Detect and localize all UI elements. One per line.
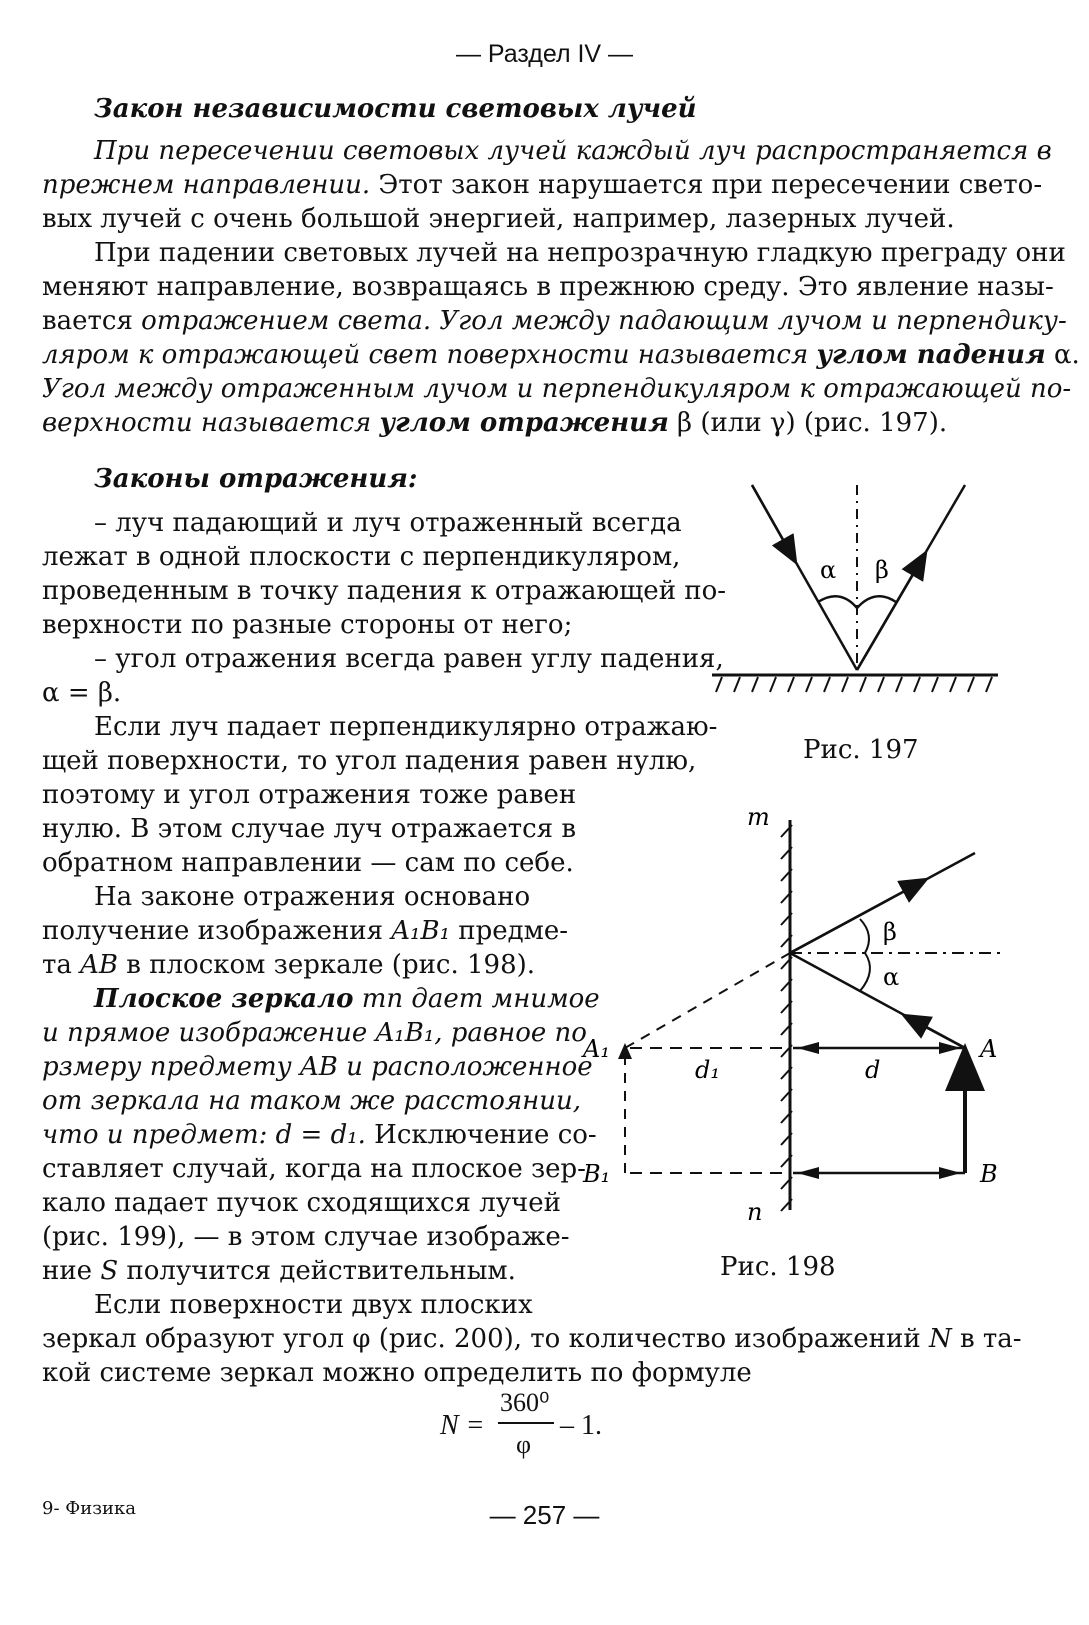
p2-line-6: [42, 406, 947, 440]
p1-line-2-italic: прежнем направлении.: [42, 170, 371, 200]
p5-line-4: от зеркала на таком же расстоянии,: [42, 1086, 582, 1116]
p3-line-3: поэтому и угол отражения тоже равен: [42, 780, 577, 810]
p4-line-3-b: в плоском зеркале (рис. 198).: [118, 950, 536, 980]
p4-line-2-symbol: A₁B₁: [391, 916, 451, 946]
p2-line-2: меняют направление, возвращаясь в прежнюю среду. Это явление назы-: [42, 272, 1054, 302]
p3-line-5: обратном направлении — сам по себе.: [42, 848, 574, 878]
fig197-hatching: [716, 677, 992, 692]
term-angle-of-incidence: углом падения: [816, 340, 1046, 370]
p4-line-2: [42, 914, 568, 948]
p6-line-3: кой системе зеркал можно определить по формуле: [42, 1358, 752, 1388]
p4-line-2-b: предме-: [450, 916, 569, 946]
fig198-label-b: B: [980, 1160, 998, 1188]
p4-line-3: [42, 948, 535, 982]
formula-denominator: φ: [516, 1430, 532, 1459]
fig198-alpha-label: α: [883, 963, 900, 991]
fig197-beta-arc: [857, 596, 896, 608]
p5-line-6: ставляет случай, когда на плоское зер-: [42, 1154, 586, 1184]
p2-line-3-italic: отражением света. Угол между падающим лучом и перпендику-: [141, 306, 1067, 336]
fig197-alpha-arc: [818, 596, 857, 608]
fig197-beta-label: β: [875, 556, 889, 584]
fig198-label-b1: B₁: [583, 1160, 611, 1188]
p5-line-9-b: получится действительным.: [118, 1256, 516, 1286]
formula-numerator: 360⁰: [500, 1388, 550, 1417]
fig198-incident-arrow: [905, 1016, 965, 1048]
fig197-reflected-arrow: [857, 554, 925, 670]
p3-line-1: Если луч падает перпендикулярно отражаю-: [94, 712, 718, 742]
p6-line-2-symbol: N: [928, 1324, 952, 1354]
term-plane-mirror: Плоское зеркало: [94, 984, 354, 1014]
p6-line-2-a: зеркал образуют угол φ (рис. 200), то количество изображений: [42, 1324, 929, 1354]
p2-line-6-rest: β (или γ) (рис. 197).: [668, 408, 948, 438]
fig198-label-m: m: [747, 803, 770, 831]
footer-book-label: 9- Физика: [42, 1498, 136, 1519]
laws-title: Законы отражения:: [94, 464, 418, 494]
laws-line-4: верхности по разные стороны от него;: [42, 610, 573, 640]
p6-line-2-b: в та-: [951, 1324, 1022, 1354]
laws-line-2: лежат в одной плоскости с перпендикуляром,: [42, 542, 681, 572]
fig198-label-n: n: [747, 1198, 763, 1226]
p4-line-2-a: получение изображения: [42, 916, 392, 946]
p2-line-1: При падении световых лучей на непрозрачную гладкую преграду они: [94, 238, 1066, 268]
p6-line-2: [42, 1322, 1022, 1356]
p5-line-1: [94, 982, 600, 1016]
fig198-label-a: A: [980, 1035, 998, 1063]
p5-line-9-symbol: S: [100, 1256, 119, 1286]
formula-tail: – 1.: [560, 1410, 602, 1441]
fig198-beta-arc: [860, 919, 869, 953]
laws-line-3: проведенным в точку падения к отражающей по-: [42, 576, 727, 606]
p2-line-6-italic: верхности называется: [42, 408, 380, 438]
p1-line-2-rest: Этот закон нарушается при пересечении свето-: [370, 170, 1043, 200]
p4-line-1: На законе отражения основано: [94, 882, 531, 912]
p2-line-4-symbol: α.: [1045, 340, 1080, 370]
laws-line-5: – угол отражения всегда равен углу падения,: [94, 644, 724, 674]
laws-line-1: – луч падающий и луч отраженный всегда: [94, 508, 682, 538]
section-header: — Раздел IV —: [455, 40, 634, 68]
fig197-alpha-label: α: [820, 556, 837, 584]
laws-line-6: α = β.: [42, 678, 122, 708]
fig198-alpha-arc: [860, 953, 870, 991]
figure-197: [700, 470, 1020, 700]
p4-line-3-a: та: [42, 950, 81, 980]
p5-line-5-rest: Исключение со-: [365, 1120, 597, 1150]
p5-line-1-italic: mn дает мнимое: [353, 984, 600, 1014]
fig197-caption: Рис. 197: [803, 735, 919, 765]
p5-line-2: и прямое изображение A₁B₁, равное по: [42, 1018, 587, 1048]
fig198-label-d: d: [865, 1056, 881, 1084]
p5-line-5-italic: что и предмет: d = d₁.: [42, 1120, 366, 1150]
p5-line-8: (рис. 199), — в этом случае изображе-: [42, 1222, 570, 1252]
fig197-incident-arrow: [752, 485, 795, 561]
fig198-label-a1: A₁: [583, 1035, 610, 1063]
formula-fraction-bar: [498, 1422, 554, 1424]
p2-line-4-italic: ляром к отражающей свет поверхности называется: [42, 340, 817, 370]
p1-line-3: вых лучей с очень большой энергией, например, лазерных лучей.: [42, 204, 955, 234]
law-title: Закон независимости световых лучей: [94, 94, 697, 124]
formula-lhs: N =: [440, 1410, 485, 1441]
fig198-reflected-arrow: [790, 880, 925, 953]
p3-line-4: нулю. В этом случае луч отражается в: [42, 814, 576, 844]
p2-line-3: [42, 304, 1067, 338]
fig198-beta-label: β: [883, 918, 897, 946]
fig198-caption: Рис. 198: [720, 1252, 836, 1282]
p5-line-3: рзмеру предмету AB и расположенное: [42, 1052, 593, 1082]
p5-line-5: [42, 1118, 597, 1152]
term-angle-of-reflection: углом отражения: [379, 408, 669, 438]
p4-line-3-symbol: AB: [80, 950, 119, 980]
p2-line-5: Угол между отраженным лучом и перпендикуляром к отражающей по-: [42, 374, 1072, 404]
p2-line-3-a: вается: [42, 306, 142, 336]
fig198-label-d1: d₁: [695, 1056, 720, 1084]
p5-line-7: кало падает пучок сходящихся лучей: [42, 1188, 561, 1218]
fig198-virtual-ray: [625, 953, 790, 1048]
p3-line-2: щей поверхности, то угол падения равен нулю,: [42, 746, 697, 776]
page-number: — 257 —: [489, 1500, 600, 1530]
p5-line-9: [42, 1254, 516, 1288]
p1-line-1: При пересечении световых лучей каждый луч распространяется в: [94, 136, 1052, 166]
figure-198: [575, 795, 1025, 1235]
p1-line-2: [42, 168, 1042, 202]
p6-line-1: Если поверхности двух плоских: [94, 1290, 533, 1320]
p2-line-4: [42, 338, 1080, 372]
p5-line-9-a: ние: [42, 1256, 101, 1286]
